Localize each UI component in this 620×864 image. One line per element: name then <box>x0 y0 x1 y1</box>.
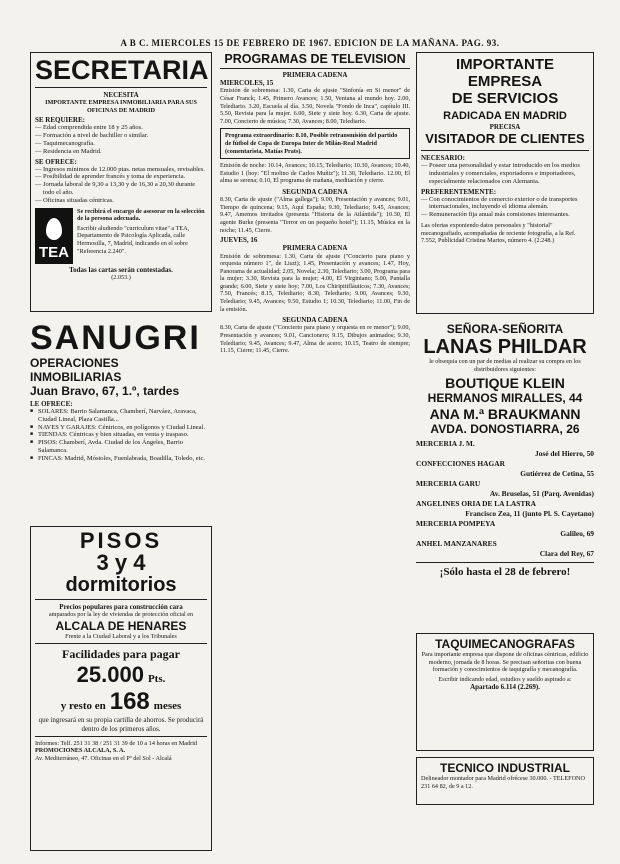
list-item: — Edad comprendida entre 18 y 25 años. <box>35 124 207 132</box>
tv-p2: Emisión de noche: 10.14, Avances; 10.15, Telediario; 10.30, Avances; 10.40, Estudio 1 (hoy: "El molino de Carlos Muñiz"); 11.30, Telediario. 12.00, El alma se serena; 0.10, El programa de mañana, meditación y cierre. <box>220 162 410 185</box>
list-item: MERCERIA GARU Av. Bruselas, 51 (Parq. Avenidas) <box>416 479 594 499</box>
list-item: — Residencia en Madrid. <box>35 148 207 156</box>
pisos-meses: 168 <box>109 688 150 716</box>
secretaria-footer: Todas las cartas serán contestadas. <box>69 265 173 274</box>
sanugri-subtitle: OPERACIONES INMOBILIARIAS <box>30 356 122 384</box>
pisos-protegido: amparados por la ley de viviendas de protección oficial en <box>48 611 194 619</box>
servicios-preferente-label: PREFERENTEMENTE: <box>421 187 497 196</box>
tv-cadena2: SEGUNDA CADENA <box>282 187 348 196</box>
tv-p1: Emisión de sobremesa: 1.30, Carta de ajuste "Sinfonía en Si menor" de César Franck; 1.45, Primero Avances; 1.50, Ventana al mundo hoy. 2.00, Telediario. 3.20, Escuela al día. 3.50, Novela "Fondo de Inca", capítulo III. 5.50, Revista para la mujer. 6.00, Siete y siete hoy. 6.30, Carta de ajuste. 7.00, Concierto de música; 7.30, Avances; 8.00, Telediario. <box>220 87 410 125</box>
pisos-info1: Informes: Telf. 251 31 38 / 251 31 39 de 10 a 14 horas en Madrid <box>35 739 198 747</box>
taqui-title: TAQUIMECANOGRAFAS <box>435 637 575 651</box>
pisos-frente: Frente a la Ciudad Laboral y a los Tribunales <box>65 632 177 640</box>
servicios-necesario-label: NECESARIO: <box>421 154 465 163</box>
tv-column <box>220 52 410 852</box>
tv-p3: 8.30, Carta de ajuste ("Alma gallega"); 9.00, Presentación y avances; 9.01, Tiempo de quincena; 9.15, Aquí España; 9.30, Telediario; 9.45, Avances; 9.47, Amemos invitados (presenta "Historia de la Atlántida"); 10.30, El agente Burke (presenta "Terror en un pequeño hotel"); 11.15, Música en la noche; 11.45, Cierre. <box>220 196 410 234</box>
servicios-necesario-list <box>421 162 589 185</box>
servicios-visitador: VISITADOR DE CLIENTES <box>425 131 585 147</box>
list-item: — Posibilidad de aprender francés y toma de experiencia. <box>35 173 207 181</box>
tv-cadena4: SEGUNDA CADENA <box>282 316 348 325</box>
lanas-title: LANAS PHILDAR <box>423 336 587 358</box>
secretaria-ad <box>30 52 212 312</box>
tv-cadena1: PRIMERA CADENA <box>282 71 348 79</box>
secretaria-necesita: NECESITA <box>103 91 139 99</box>
list-item: — Jornada laboral de 9,30 a 13,30 y de 16,30 a 20,30 durante todo el año. <box>35 181 207 197</box>
secretaria-intro: IMPORTANTE EMPRESA INMOBILIARIA PARA SUS OFICINAS DE MADRID <box>45 99 197 114</box>
lanas-boutique: BOUTIQUE KLEIN <box>445 375 565 392</box>
secretaria-requiere-label: SE REQUIERE: <box>35 116 85 125</box>
list-item: — Taquimecanografía. <box>35 140 207 148</box>
tea-escribir: Escribir aludiendo "curriculum vitae" a TEA, Departamento de Psicología Aplicada, calle Hermosilla, 7, Madrid, indicando en el sobre "Referencia 2.240". <box>77 224 190 255</box>
tea-logo <box>35 208 73 264</box>
taqui-ref: Apartado 6.114 (2.269). <box>470 683 540 692</box>
tv-title: PROGRAMAS DE TELEVISION <box>220 52 410 69</box>
lanas-miralles: HERMANOS MIRALLES, 44 <box>427 391 583 406</box>
list-item: ANHEL MANZANARES Clara del Rey, 67 <box>416 539 594 559</box>
lanas-senora: SEÑORA-SEÑORITA <box>446 322 564 336</box>
pisos-resto: y resto en <box>60 700 106 713</box>
lanas-solo: ¡Sólo hasta el 28 de febrero! <box>439 566 571 579</box>
servicios-radicada: RADICADA EN MADRID <box>443 110 567 122</box>
tv-cadena3: PRIMERA CADENA <box>282 244 348 253</box>
list-item: — Formación a nivel de bachiller o similar. <box>35 132 207 140</box>
pisos-line2: 3 y 4 <box>96 550 146 575</box>
tv-recuadro-text: Programa extraordinario: 8.10, Posible retransmisión del partido de fútbol de Copa de Europa Inter de Milán-Real Madrid (comentarista, Matías Prats). <box>225 132 398 155</box>
sanugri-address: Juan Bravo, 67, 1.º, tardes <box>30 384 180 398</box>
pisos-ad <box>30 526 212 851</box>
sanugri-ofrece-label: LE OFRECE: <box>30 400 73 408</box>
page-header: A B C. MIERCOLES 15 DE FEBRERO DE 1967. EDICION DE LA MAÑANA. PAG. 93. <box>120 38 500 48</box>
servicios-precisa: PRECISA <box>489 123 521 131</box>
pisos-nota: que ingresará en su propia cartilla de ahorros. Se producirá dentro de los primeros años. <box>38 716 204 733</box>
list-item: — Con conocimientos de comercio exterior o de transportes internacionales, incluyendo el idioma alemán. <box>421 196 589 212</box>
taqui-text: Para importante empresa que dispone de oficinas céntricas, edificio moderno, jornada de 8 horas. Se precisan señoritas con buena formación y conocimientos de taquigrafía y mecanografía. <box>421 651 589 674</box>
tecnico-ad <box>416 757 594 805</box>
left-column <box>30 52 212 852</box>
servicios-ofertas: Las ofertas exponiendo datos personales y "historial" mecanografiado, acompañadas de reciente fotografía, a la Ref. 7.552, Publicidad Cristina Martos, número 4. (2.248.) <box>421 221 576 245</box>
sanugri-ad <box>30 320 212 520</box>
servicios-preferente-list <box>421 196 589 219</box>
pisos-title: PISOS <box>79 528 163 553</box>
pisos-facilidades: Facilidades para pagar <box>61 647 180 662</box>
lanas-braukmann: ANA M.ª BRAUKMANN <box>429 406 581 423</box>
secretaria-ofrece-list <box>35 166 207 205</box>
sanugri-title: SANUGRI <box>30 320 201 357</box>
list-item: ■ TIENDAS: Céntricas y bien situadas, en venta y traspaso. <box>30 431 212 439</box>
lanas-obsequia: le obsequia con un par de medias al realizar su compra en los distribuidores siguientes: <box>429 358 581 373</box>
servicios-title2: DE SERVICIOS <box>451 90 559 107</box>
pisos-info3: Av. Mediterráneo, 47. Oficinas en el Pº del Sol - Alcalá <box>35 754 172 762</box>
servicios-ad <box>416 52 594 314</box>
taqui-ad <box>416 633 594 751</box>
tecnico-title: TECNICO INDUSTRIAL <box>440 761 570 775</box>
right-column <box>416 52 594 852</box>
tea-text: Se recibirá el encargo de asesorar en la selección de la persona adecuada. <box>77 207 205 223</box>
list-item: MERCERIA J. M. José del Hierro, 50 <box>416 439 594 459</box>
list-item: ■ SOLARES: Barrio Salamanca, Chamberí, Narváez, Aravaca, Ciudad Lineal, Plaza Castilla... <box>30 408 212 424</box>
lanas-ad <box>416 322 594 627</box>
secretaria-ofrece-label: SE OFRECE: <box>35 157 77 166</box>
tea-logo-text: TEA <box>39 243 69 261</box>
taqui-escribir: Escribir indicando edad, estudios y sueldo aspirado a: <box>438 675 572 683</box>
servicios-title1: IMPORTANTE EMPRESA <box>455 56 555 90</box>
tv-dia2: JUEVES, 16 <box>220 236 258 245</box>
pisos-line3: dormitorios <box>65 574 177 596</box>
drop-icon <box>46 218 62 240</box>
secretaria-title: SECRETARIA <box>35 55 209 85</box>
tv-dia1: MIERCOLES, 15 <box>220 79 274 88</box>
pisos-meses-suf: meses <box>153 700 182 713</box>
list-item: MERCERIA POMPEYA Galileo, 69 <box>416 519 594 539</box>
list-item: — Ingresos mínimos de 12.000 ptas. netas mensuales, revisables. <box>35 166 207 174</box>
list-item: — Poseer una personalidad y estar introducido en los medios industriales y comerciales, exportadores e importadores, especialmente relacionados con Alemania. <box>421 162 589 185</box>
lanas-donostiarra: AVDA. DONOSTIARRA, 26 <box>430 422 580 437</box>
list-item: ■ FINCAS: Madrid, Móstoles, Fuenlabrada, Boadilla, Toledo, etc. <box>30 455 212 463</box>
lanas-shop-list <box>416 439 594 559</box>
tv-recuadro <box>220 128 410 159</box>
tecnico-text: Delineador montador para Madrid ofrécese 30.000. - TELEFONO 231 64 82, de 9 a 12. <box>421 775 585 790</box>
tea-block <box>35 208 207 264</box>
list-item: — Remuneración fija anual más comisiones interesantes. <box>421 211 589 219</box>
pisos-info2: PROMOCIONES ALCALA, S. A. <box>35 747 126 755</box>
secretaria-requiere-list <box>35 124 207 155</box>
list-item: ANGELINES ORIA DE LA LASTRA Francisco Zea, 11 (junto Pl. S. Cayetano) <box>416 499 594 519</box>
pisos-precios: Precios populares para construcción cara <box>59 603 183 611</box>
pisos-pts: Pts. <box>147 673 166 686</box>
tv-p5: 8.30, Carta de ajuste ("Concierto para piano y orquesta en re menor"); 9.00, Presentación y avances; 9.01, Cancionero; 9.15, Dibujos animados; 9.30, Telediario; 9.45, Avances; 9.47, Alma de acero; 10.15, Teatro de siempre; 11.15, Cierre; 11.45, Cierre. <box>220 324 410 355</box>
sanugri-list <box>30 408 212 463</box>
pisos-price: 25.000 <box>76 662 144 688</box>
list-item: — Oficinas situadas céntricas. <box>35 197 207 205</box>
list-item: ■ PISOS: Chamberí, Avda. Ciudad de los Ángeles, Barrio Salamanca. <box>30 439 212 455</box>
secretaria-code: (2.053.) <box>111 273 131 281</box>
pisos-alcala: ALCALA DE HENARES <box>55 618 187 633</box>
list-item: CONFECCIONES HAGAR Gutiérrez de Cetina, 55 <box>416 459 594 479</box>
list-item: ■ NAVES Y GARAJES: Céntricos, en polígonos y Ciudad Lineal. <box>30 424 212 432</box>
tv-p4: Emisión de sobremesa: 1.30, Carta de ajuste ("Concierto para piano y orquesta número 1", de Liszt); 1.45, Presentación y avances; 1.47, Hoy, Panorama de actualidad; 2.05, Novela; 2.30, Telediario; 3.00, Programa para la mujer; 3.30, Revista para la mujer; 4.00, El Virginiano; 5.00, Pantalla grande; 6.00, Siete y siete hoy; 7.00, Los Chiripitifláuticos; 7.30, Avances; 7.50, Francés; 8.15, Telediario; 8.30, Telediario; 9.00, Avances; 9.30, Telediario; 9.45, Avances; 9.50, Estudio 1; 10.30, Telediario; 11.00, Fin de la emisión. <box>220 252 410 313</box>
